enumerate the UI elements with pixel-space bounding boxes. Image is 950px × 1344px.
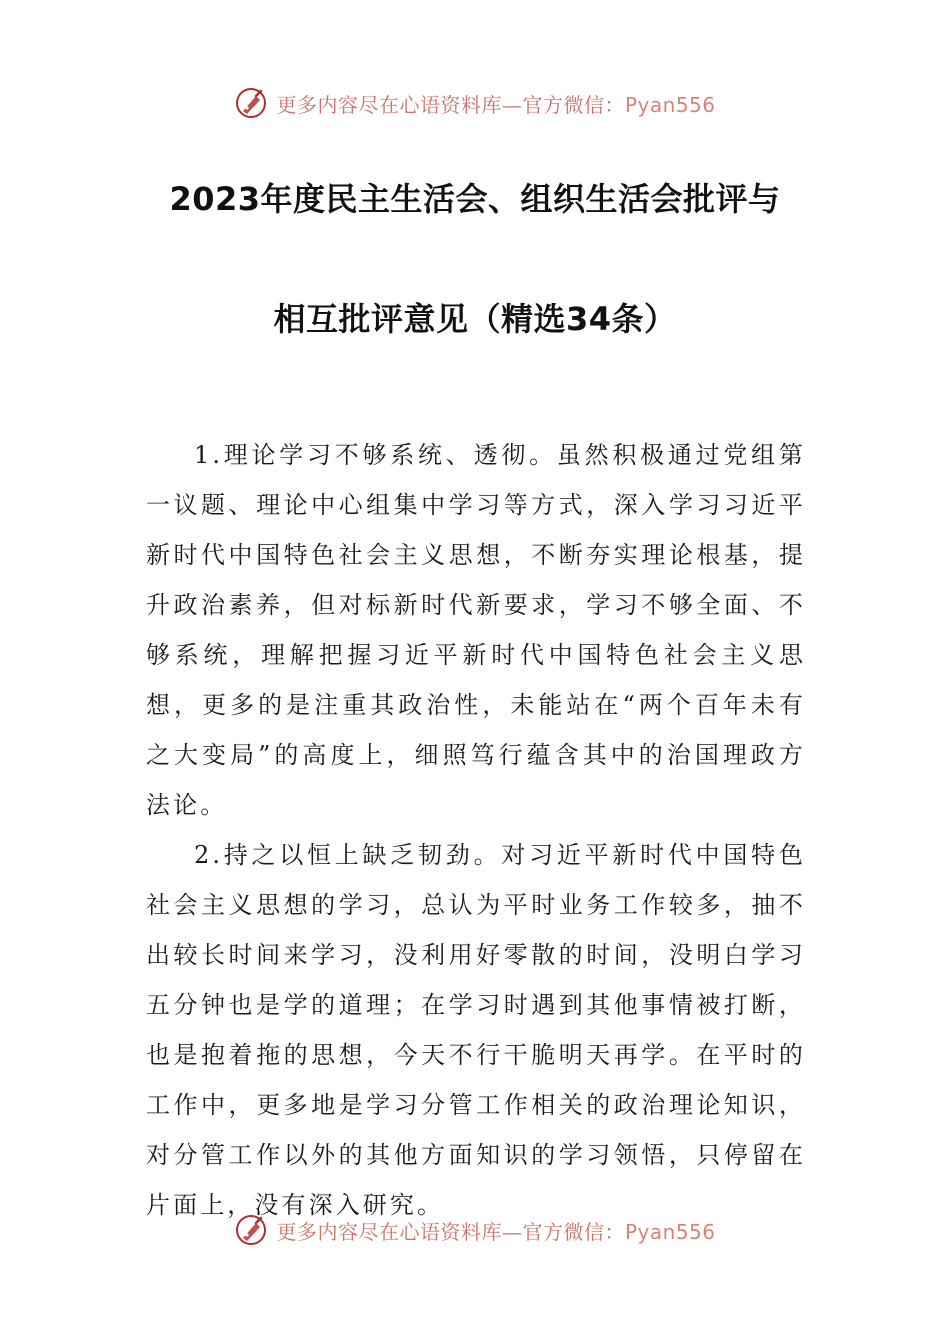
pen-nib-logo-icon (234, 86, 268, 120)
wechat-id: Pyan556 (624, 1219, 716, 1244)
document-title-line-1: 2023年度民主生活会、组织生活会批评与 (169, 180, 781, 218)
pen-nib-logo-icon (234, 1213, 268, 1247)
document-body (146, 430, 806, 1230)
wechat-id: Pyan556 (624, 92, 716, 117)
header-watermark-banner (0, 83, 950, 123)
banner-text: 更多内容尽在心语资料库—官方微信：Pyan556 (276, 1219, 716, 1244)
paragraph-2: 2.持之以恒上缺乏韧劲。对习近平新时代中国特色社会主义思想的学习，总认为平时业务工作较多，抽不出较长时间来学习，没利用好零散的时间，没明白学习五分钟也是学的道理；在学习时遇到其他事情被打断，也是抱着拖的思想，今天不行干脆明天再学。在平时的工作中，更多地是学习分管工作相关的政治理论知识，对分管工作以外的其他方面知识的学习领悟，只停留在片面上，没有深入研究。 (146, 841, 806, 1219)
banner-text: 更多内容尽在心语资料库—官方微信：Pyan556 (276, 92, 716, 117)
document-title-line-2: 相互批评意见（精选34条） (273, 300, 677, 338)
footer-watermark-banner (0, 1210, 950, 1250)
paragraph-1: 1.理论学习不够系统、透彻。虽然积极通过党组第一议题、理论中心组集中学习等方式，深入学习习近平新时代中国特色社会主义思想，不断夯实理论根基，提升政治素养，但对标新时代新要求，学习不够全面、不够系统，理解把握习近平新时代中国特色社会主义思想，更多的是注重其政治性，未能站在“两个百年未有之大变局”的高度上，细照笃行蕴含其中的治国理政方法论。 (146, 441, 806, 819)
